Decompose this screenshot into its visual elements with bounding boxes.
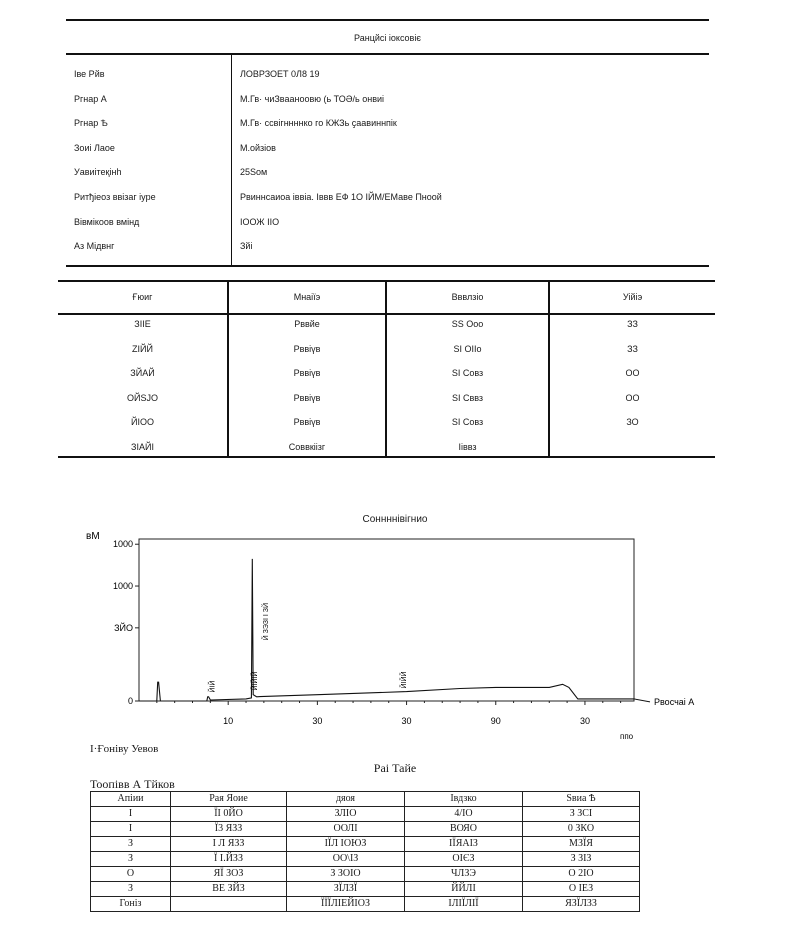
peak-table-cell: ООЛІ [287,822,405,837]
table-row [91,807,640,822]
x-tick-label: 10 [223,716,234,726]
gradient-cell: ОО [625,392,640,403]
peak-table-cell: З ЗІЗ [523,852,640,867]
peak-table-cell: З ЗСІ [523,807,640,822]
table-row [91,867,640,882]
x-tick-label: 30 [312,716,323,726]
gradient-cell: ОО [625,368,640,379]
peak-table-cell [171,897,287,912]
gradient-cell: ЅІ ОІІо [453,343,482,354]
info-bottom-rule [66,265,709,267]
gradient-cell: ЗЙАЙ [130,368,155,379]
peak-table-subtitle: Тоопівв А Тйков [90,777,175,791]
peak-table-cell: ІЛІЇЛІЇ [405,897,523,912]
table-row [91,852,640,867]
x-unit-label: ппо [620,732,634,741]
info-header-rule [66,53,709,55]
peak-label: ЙІЙ [209,680,217,693]
info-label: Уавиітеқінһ [74,167,122,178]
peak-table-cell: 4/ІО [405,807,523,822]
peak-table-cell: З ЗОІО [287,867,405,882]
info-value: М.Гв· ссвігннннко го КЖЗь ҫаавиннпік [240,118,397,129]
peak-table-cell: ЙЙЛІ [405,882,523,897]
peak-table-cell: І [91,807,171,822]
x-tick-label: 30 [401,716,412,726]
detector-label: Рвосчаі А [654,696,695,707]
gradient-cell: ЗО [626,417,639,428]
peak-table [90,791,640,912]
gradient-cell: ЗЗ [627,319,638,329]
peak-table-header-cell: Апіии [91,792,171,807]
peak-table-cell: ЗЇЛЗЇ [287,882,405,897]
gradient-cell: ЅІ Совз [451,368,484,379]
gradient-header-cell: Уійіэ [622,292,643,302]
gradient-header-cell: Мнаіїэ [293,292,321,302]
peak-table-cell: ОІЄЗ [405,852,523,867]
gradient-cell: ЗІІЕ [134,319,151,329]
x-tick-label: 90 [490,716,501,726]
info-divider [231,55,232,265]
peak-label: ЙІЙІЙ [252,671,260,691]
info-label: Вівмікоов вмінд [74,216,140,227]
peak-table-cell: ВОЯО [405,822,523,837]
gradient-cell: ЙІОО [131,417,154,428]
gradient-cell: ЗЗ [627,343,638,354]
info-top-rule [66,19,709,21]
info-value: М.Гв· чиЗвааноовю (ь ТОӘ/ь онвиі [240,93,385,104]
series-line [139,559,634,701]
info-label: Ргнар Ѣ [74,118,108,129]
info-value: 25Ѕом [240,167,268,178]
gradient-cell: ЗІАЙІ [131,442,154,452]
gradient-cell: ЅІ Совз [451,417,484,428]
table-row [91,882,640,897]
gradient-cell: ZІЙЙ [132,343,153,354]
gradient-cell: Рввіүв [293,417,321,428]
info-value: Рвиннсаиоа іввіа. Іввв ЕФ 1О ІЙМ/ЕМаве Пноой [240,192,442,202]
gradient-cell: ЅІ Сввз [451,392,484,403]
peak-table-cell: Ї І.ЙЗЗ [171,852,287,867]
peak-table-cell: З [91,837,171,852]
info-title: Ранцйсі іоксовіє [354,33,421,43]
peak-label: ЙІЙЙ [401,671,409,689]
detector-leader [634,699,650,702]
peak-table-cell: 0 ЗКО [523,822,640,837]
peak-table-cell: ОО\ІЗ [287,852,405,867]
peak-table-cell: І Л ЯЗЗ [171,837,287,852]
peak-table-cell: О 2ІО [523,867,640,882]
info-label: Зоиі Лаое [74,142,115,153]
peak-table-header-cell: Рая Яоие [171,792,287,807]
peak-table-cell: ЗЛІО [287,807,405,822]
table-row [91,822,640,837]
chart-annotation: І·Ғоніву Уевов [90,743,159,755]
peak-label: Й ЗЭЗІ І ЗЙ [262,602,270,641]
peak-table-title: Раі Тайе [373,761,417,775]
peak-table-cell: ЇІ 0ЙО [171,807,287,822]
chromatogram [80,525,720,745]
peak-table-cell: ЇЇЇЛІЕЙІОЗ [287,897,405,912]
y-tick-label: 0 [127,696,133,706]
gradient-header-cell: Ғюиг [132,292,153,302]
y-tick-label: ЗЙО [114,622,133,633]
gradient-cell: Ііввз [458,442,477,452]
peak-table-cell: ЯЗЇЛЗЗ [523,897,640,912]
info-label: Іве Рйв [74,69,105,79]
peak-table-cell: ЯЇ ЗОЗ [171,867,287,882]
gradient-cell: Рввіүв [293,343,321,354]
peak-table-header-cell: дяоя [287,792,405,807]
gradient-cell: Соввкіізг [288,442,326,452]
y-tick-label: 1000 [112,539,133,550]
info-value: Зйі [240,241,253,252]
peak-table-header [91,792,640,807]
info-value: М.ойзіов [240,142,276,153]
y-tick-label: 1000 [112,581,133,592]
gradient-cell: Рввіүв [293,368,321,379]
peak-table-cell: О ІЕЗ [523,882,640,897]
gradient-header-cell: Вввлзіо [451,292,484,302]
peak-table-cell: ІЇЛ ІОЮЗ [287,837,405,852]
peak-table-cell: О [91,867,171,882]
peak-table-cell: МЗЇЯ [523,837,640,852]
peak-table-cell: І [91,822,171,837]
peak-table-header-cell: Івдзко [405,792,523,807]
table-row [91,897,640,912]
plot-frame [139,539,634,701]
info-label: Аз Мідвнг [74,241,115,252]
peak-table-cell: ЧЛЗЭ [405,867,523,882]
peak-table-cell: З [91,852,171,867]
chart-title: Соннннівігнио [362,514,428,525]
info-label: Ргнар А [74,93,107,104]
peak-table-cell: ІЇЯАІЗ [405,837,523,852]
gradient-cell: ОЙЅЈО [127,392,158,403]
peak-table-cell: Ї3 ЯЗЗ [171,822,287,837]
info-value: ІООЖ ІІО [240,216,280,227]
peak-table-cell: З [91,882,171,897]
table-row [91,837,640,852]
info-label: Ритђіеоз ввізаг іуре [74,192,156,202]
peak-table-cell: Гоніз [91,897,171,912]
y-axis-label: вМ [86,531,100,542]
gradient-cell: Рввіүв [293,392,321,403]
info-value: ЛОВРЗОЕТ 0Л8 19 [240,69,320,79]
peak-table-cell: ВЕ ЗЙЗ [171,882,287,897]
x-tick-label: 30 [579,716,590,726]
peak-table-header-cell: Ѕвиа Ѣ [523,792,640,807]
gradient-cell: Рввйе [294,319,320,329]
gradient-cell: ЅЅ Ооо [451,319,484,329]
